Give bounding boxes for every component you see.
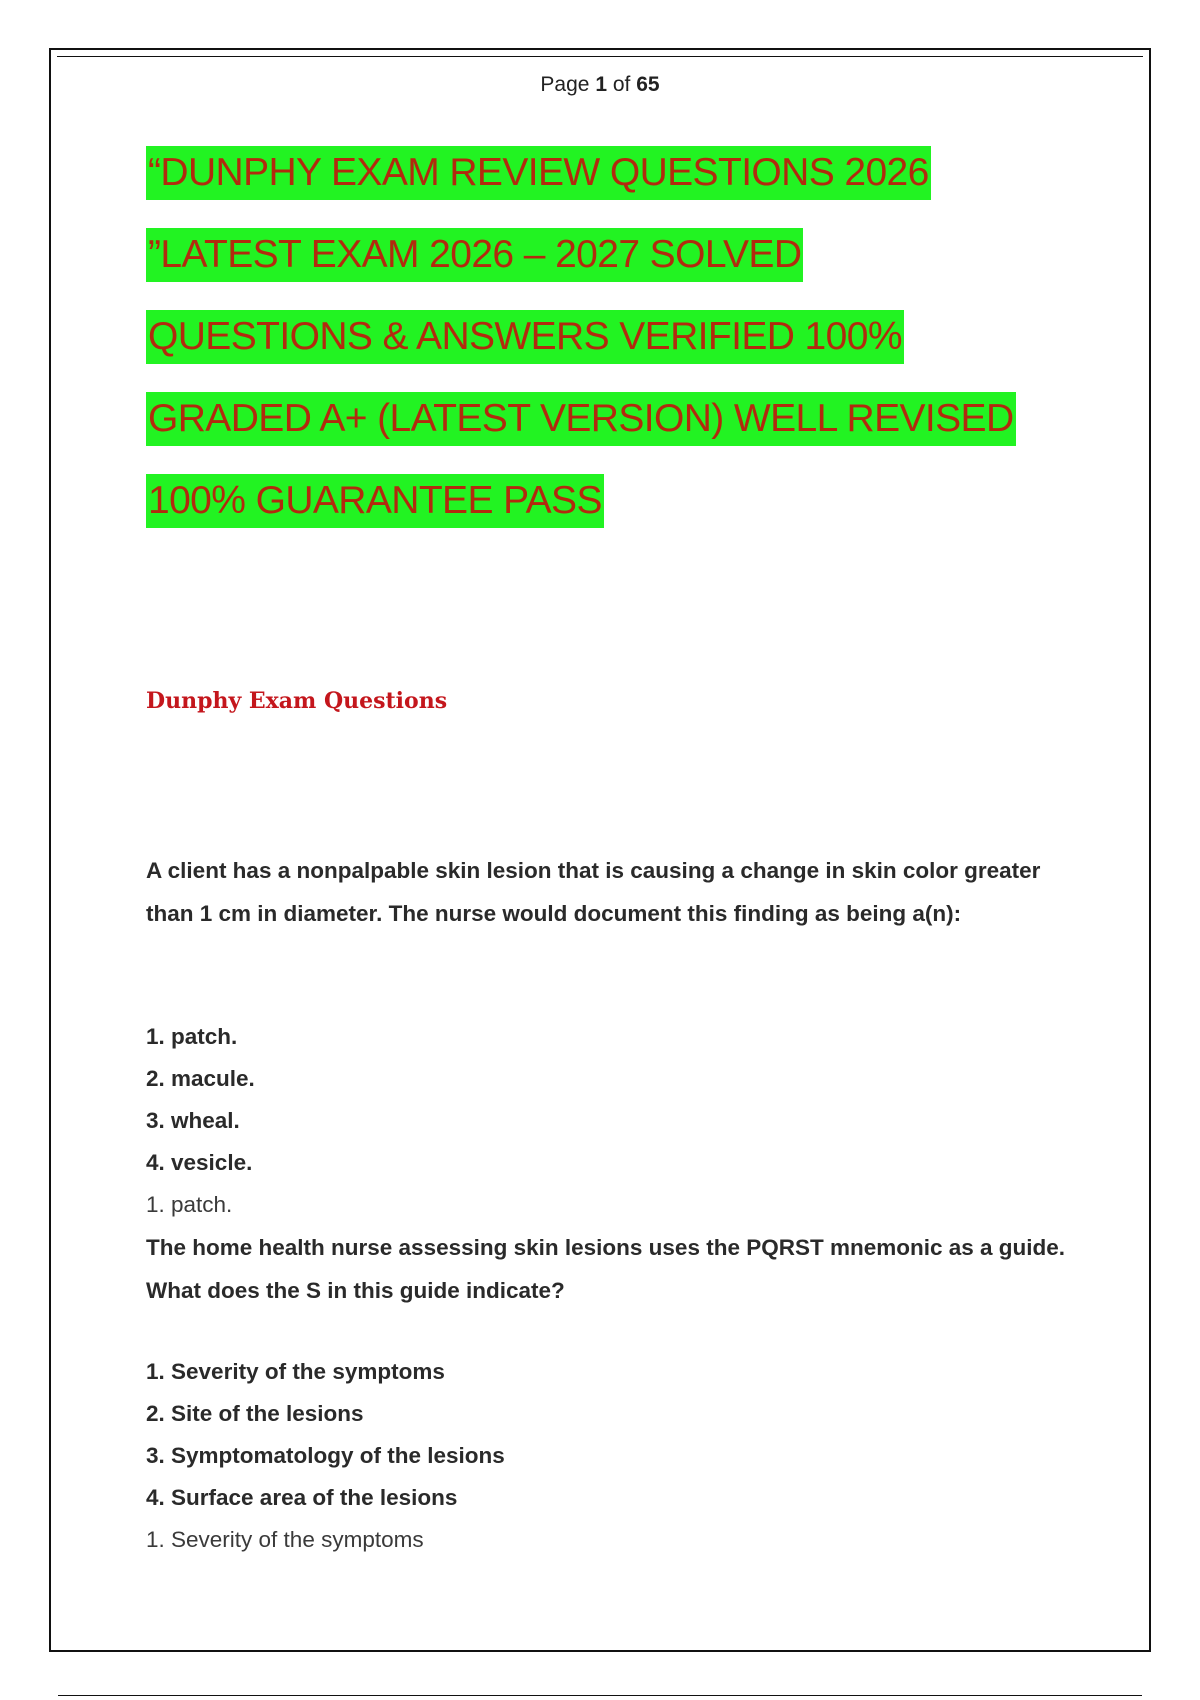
- option: 3. wheal.: [146, 1108, 240, 1133]
- page-divider: [58, 1695, 1142, 1696]
- question-2-answer: 1. Severity of the symptoms: [146, 1527, 424, 1552]
- question-2-options: [146, 1351, 505, 1519]
- option: 4. Surface area of the lesions: [146, 1485, 458, 1510]
- option: 1. patch.: [146, 1024, 238, 1049]
- title-line: QUESTIONS & ANSWERS VERIFIED 100%: [146, 310, 904, 364]
- page-number: Page 1 of 65: [540, 73, 660, 96]
- title-line: GRADED A+ (LATEST VERSION) WELL REVISED: [146, 392, 1016, 446]
- section-heading: Dunphy Exam Questions: [146, 688, 448, 714]
- option: 4. vesicle.: [146, 1150, 253, 1175]
- question-2-text: The home health nurse assessing skin lesions uses the PQRST mnemonic as a guide. What does the S in this guide indicate?: [146, 1235, 1066, 1303]
- option: 1. Severity of the symptoms: [146, 1359, 445, 1384]
- document-title: [146, 146, 1076, 556]
- title-line: “DUNPHY EXAM REVIEW QUESTIONS 2026: [146, 146, 931, 200]
- question-1-text: A client has a nonpalpable skin lesion that is causing a change in skin color greater than 1 cm in diameter. The nurse would document this finding as being a(n):: [146, 858, 1041, 926]
- title-line: 100% GUARANTEE PASS: [146, 474, 604, 528]
- question-1-options: [146, 1016, 255, 1184]
- option: 2. macule.: [146, 1066, 255, 1091]
- option: 2. Site of the lesions: [146, 1401, 364, 1426]
- title-line: ”LATEST EXAM 2026 – 2027 SOLVED: [146, 228, 803, 282]
- option: 3. Symptomatology of the lesions: [146, 1443, 505, 1468]
- question-1-answer: 1. patch.: [146, 1192, 233, 1217]
